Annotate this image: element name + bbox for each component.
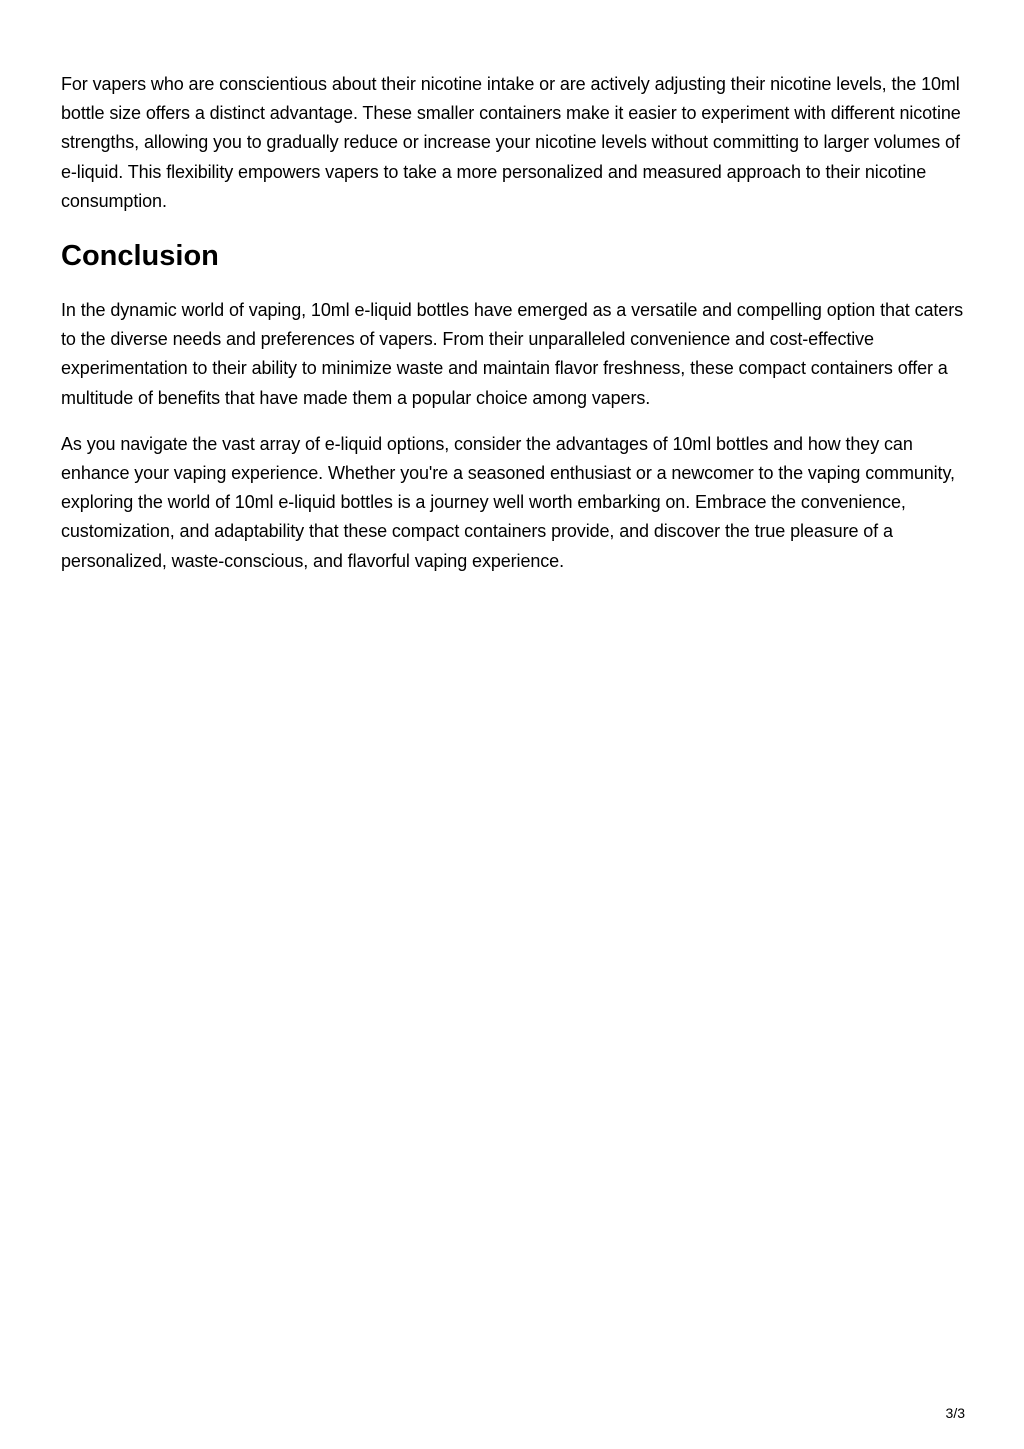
document-page (61, 70, 971, 576)
conclusion-paragraph-1: In the dynamic world of vaping, 10ml e-liquid bottles have emerged as a versatile and compelling option that caters to the diverse needs and preferences of vapers. From their unparalleled convenience and cost-effective experimentation to their ability to minimize waste and maintain flavor freshness, these compact containers offer a multitude of benefits that have made them a popular choice among vapers. (61, 300, 964, 408)
conclusion-paragraph-2: As you navigate the vast array of e-liquid options, consider the advantages of 10ml bottles and how they can enhance your vaping experience. Whether you're a seasoned enthusiast or a newcomer to the vaping community, exploring the world of 10ml e-liquid bottles is a journey well worth embarking on. Embrace the convenience, customization, and adaptability that these compact containers provide, and discover the true pleasure of a personalized, waste-conscious, and flavorful vaping experience. (61, 433, 955, 571)
page-number: 3/3 (945, 1405, 965, 1421)
intro-paragraph: For vapers who are conscientious about their nicotine intake or are actively adjusting their nicotine levels, the 10ml bottle size offers a distinct advantage. These smaller containers make it easier to experiment with different nicotine strengths, allowing you to gradually reduce or increase your nicotine levels without committing to larger volumes of e-liquid. This flexibility empowers vapers to take a more personalized and measured approach to their nicotine consumption. (61, 74, 961, 211)
section-heading-conclusion: Conclusion (61, 240, 219, 273)
